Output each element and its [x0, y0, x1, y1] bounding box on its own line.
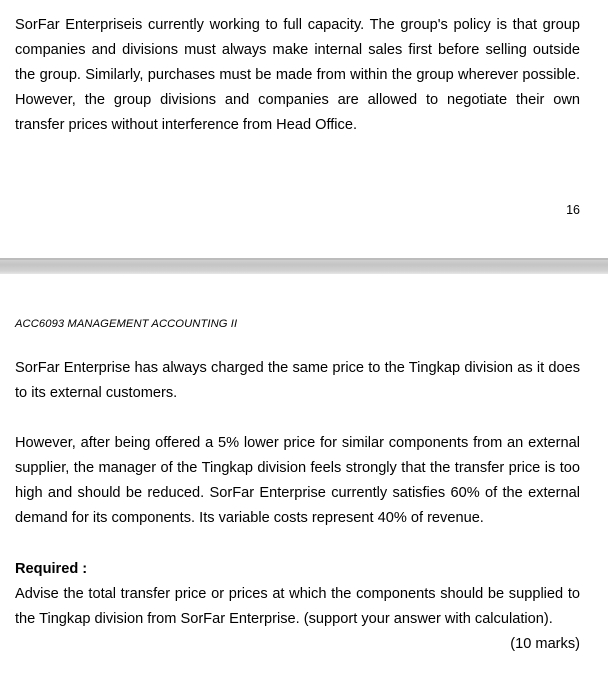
page-number: 16 — [566, 203, 580, 217]
course-header: ACC6093 MANAGEMENT ACCOUNTING II — [15, 318, 238, 330]
required-label: Required : — [15, 561, 88, 577]
context-paragraph: SorFar Enterpriseis currently working to full capacity. The group's policy is that group companies and divisions must always make internal sales first before selling outside the group. Similarly, purchases must be made from within the group wherever possible. However, the group divisions and companies are allowed to negotiate their own transfer prices without interference from Head Office. — [15, 17, 580, 133]
external-supplier-paragraph: However, after being offered a 5% lower price for similar components from an external supplier, the manager of the Tingkap division feels strongly that the transfer price is too high and should be reduced. SorFar Enterprise currently satisfies 60% of the external demand for its components. Its variable costs represent 40% of revenue. — [15, 435, 580, 526]
marks-allocation: (10 marks) — [510, 636, 580, 652]
transfer-price-paragraph: SorFar Enterprise has always charged the same price to the Tingkap division as it does to its external customers. — [15, 360, 580, 401]
required-question: Advise the total transfer price or prices at which the components should be supplied to the Tingkap division from SorFar Enterprise. (support your answer with calculation). — [15, 586, 580, 627]
page-separator — [0, 258, 608, 274]
